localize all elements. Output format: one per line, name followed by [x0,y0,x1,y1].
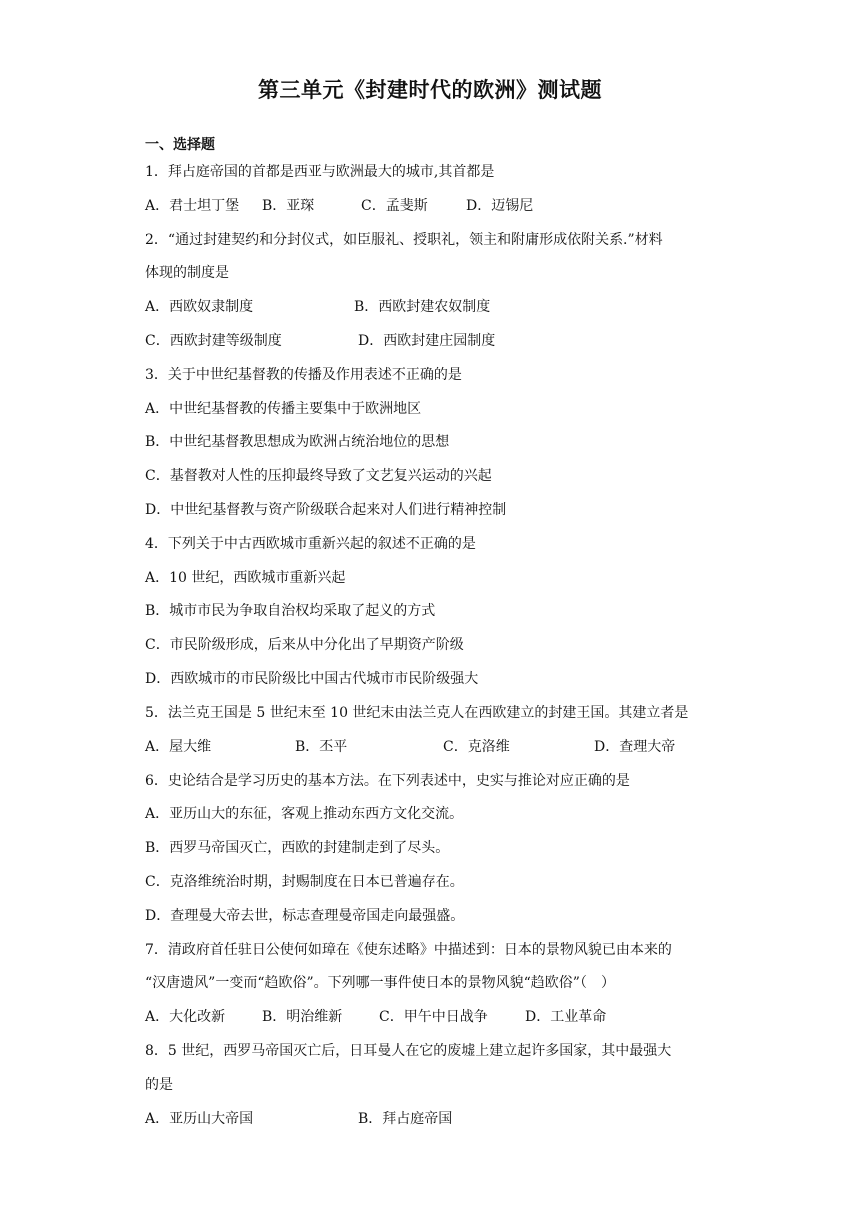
question-2-option-a: A．西欧奴隶制度 [145,299,254,315]
question-5-option-b: B．丕平 [295,739,348,755]
question-6-option-c: C．克洛维统治时期，封赐制度在日本已普遍存在。 [145,874,464,890]
question-4-option-c: C．市民阶级形成，后来从中分化出了早期资产阶级 [145,637,464,653]
page-title: 第三单元《封建时代的欧洲》测试题 [258,78,602,102]
question-1-option-d: D．迈锡尼 [466,198,534,214]
question-8-option-a: A．亚历山大帝国 [145,1111,254,1127]
question-6-stem: 6．史论结合是学习历史的基本方法。在下列表述中，史实与推论对应正确的是 [145,773,630,789]
question-2-option-b: B．西欧封建农奴制度 [354,299,491,315]
question-5-option-c: C．克洛维 [443,739,510,755]
question-2-option-d: D．西欧封建庄园制度 [358,333,496,349]
question-3-option-b: B．中世纪基督教思想成为欧洲占统治地位的思想 [145,434,450,450]
question-3-stem: 3．关于中世纪基督教的传播及作用表述不正确的是 [145,367,462,383]
question-2-option-c: C．西欧封建等级制度 [145,333,282,349]
question-2-stem-cont: 体现的制度是 [145,265,229,281]
question-5-stem: 5．法兰克王国是 5 世纪末至 10 世纪末由法兰克人在西欧建立的封建王国。其建立者是 [145,705,689,721]
question-6-option-b: B．西罗马帝国灭亡，西欧的封建制走到了尽头。 [145,840,450,856]
question-4-stem: 4．下列关于中古西欧城市重新兴起的叙述不正确的是 [145,536,476,552]
question-8-stem: 8．5 世纪，西罗马帝国灭亡后，日耳曼人在它的废墟上建立起许多国家，其中最强大 [145,1043,672,1059]
question-3-option-d: D．中世纪基督教与资产阶级联合起来对人们进行精神控制 [145,502,507,518]
question-3-option-c: C．基督教对人性的压抑最终导致了文艺复兴运动的兴起 [145,468,492,484]
question-8-stem-cont: 的是 [145,1077,173,1093]
question-3-option-a: A．中世纪基督教的传播主要集中于欧洲地区 [145,401,422,417]
question-4-option-d: D．西欧城市的市民阶级比中国古代城市市民阶级强大 [145,671,479,687]
question-2-stem: 2．“通过封建契约和分封仪式，如臣服礼、授职礼，领主和附庸形成依附关系.”材料 [145,232,663,248]
question-5-option-a: A．屋大维 [145,739,212,755]
question-6-option-a: A．亚历山大的东征，客观上推动东西方文化交流。 [145,806,464,822]
question-1-option-c: C．孟斐斯 [361,198,428,214]
question-1-option-b: B．亚琛 [262,198,315,214]
question-4-option-a: A．10 世纪，西欧城市重新兴起 [145,570,346,586]
question-4-option-b: B．城市市民为争取自治权均采取了起义的方式 [145,603,436,619]
question-1-option-a: A．君士坦丁堡 [145,198,240,214]
question-6-option-d: D．查理曼大帝去世，标志查理曼帝国走向最强盛。 [145,908,465,924]
question-7-option-a: A．大化改新 [145,1009,226,1025]
question-7-option-d: D．工业革命 [525,1009,607,1025]
section-heading: 一、选择题 [145,137,215,153]
question-1-stem: 1．拜占庭帝国的首都是西亚与欧洲最大的城市,其首都是 [145,164,495,180]
question-7-stem-cont: “汉唐遗风”一变而“趋欧俗”。下列哪一事件使日本的景物风貌“趋欧俗”（ ） [145,975,615,991]
question-7-stem: 7．清政府首任驻日公使何如璋在《使东述略》中描述到：日本的景物风貌已由本来的 [145,942,672,958]
question-7-option-c: C．甲午中日战争 [379,1009,488,1025]
question-5-option-d: D．查理大帝 [594,739,676,755]
question-7-option-b: B．明治维新 [262,1009,343,1025]
question-8-option-b: B．拜占庭帝国 [358,1111,453,1127]
